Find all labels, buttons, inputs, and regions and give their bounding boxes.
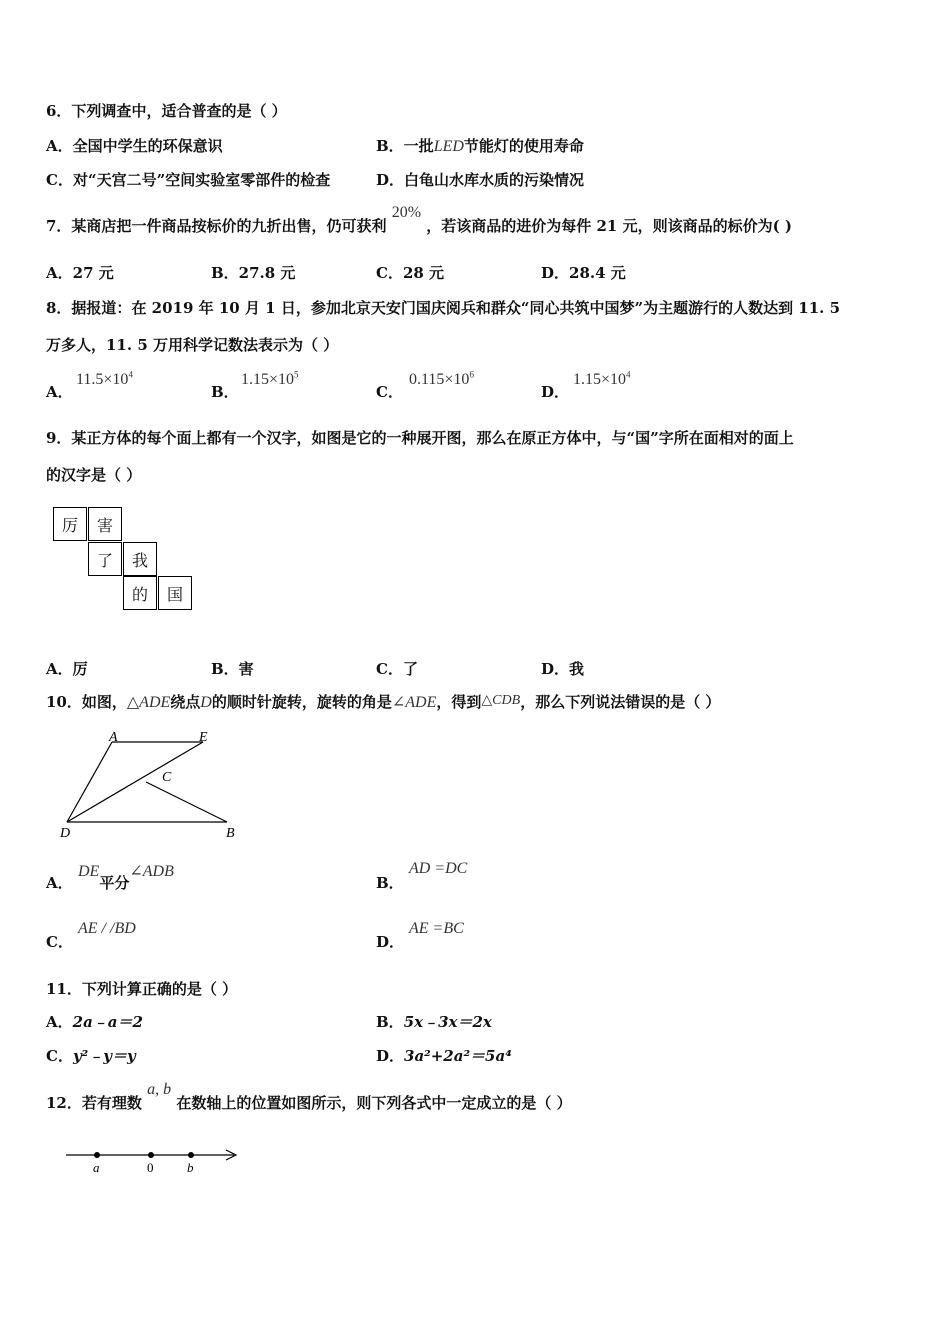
q6-stem: 6．下列调查中，适合普查的是（ ） — [46, 102, 287, 120]
q8-d-exp: 4 — [626, 369, 631, 380]
q9-option-b: B．害 — [211, 660, 254, 678]
q7-stem-suffix: ，若该商品的进价为每件 21 元，则该商品的标价为( ) — [426, 217, 792, 235]
q11-b-expr: 5x﹣3x＝2x — [403, 1013, 492, 1031]
q11-option-b — [376, 1012, 492, 1032]
q10-option-d: AE =BC — [409, 920, 464, 937]
rotation-figure — [55, 725, 255, 845]
q10-option-a-label: A． — [46, 874, 73, 892]
q8-option-b-label: B． — [211, 383, 239, 401]
label-c: C — [162, 770, 172, 785]
net-cell: 我 — [123, 542, 157, 576]
segment-ad — [67, 742, 112, 822]
q7-option-b: B．27.8 元 — [211, 264, 296, 282]
label-a: a — [93, 1160, 100, 1175]
q10-stem — [46, 692, 720, 714]
q9-stem-line2: 的汉字是（ ） — [46, 466, 142, 484]
q11-a-expr: 2a﹣a＝2 — [72, 1013, 143, 1031]
q8-stem-line2: 万多人，11. 5 万用科学记数法表示为（ ） — [46, 336, 339, 354]
q6-option-b — [376, 136, 584, 157]
label-d: D — [60, 826, 71, 841]
q10-a-de: DE — [78, 863, 100, 880]
q10-a-text: 平分 — [99, 874, 130, 892]
label-e: E — [199, 730, 208, 745]
q6-led-math: LED — [433, 138, 464, 155]
q11-option-a — [46, 1012, 143, 1032]
q12-suffix: 在数轴上的位置如图所示，则下列各式中一定成立的是（ ） — [176, 1094, 572, 1112]
point-b — [188, 1152, 194, 1158]
q8-c-exp: 6 — [469, 369, 474, 380]
q10-point-d: D — [200, 694, 212, 711]
q6-option-b-suffix: 节能灯的使用寿命 — [463, 137, 584, 155]
q8-option-d-label: D． — [541, 383, 570, 401]
q10-triangle-cdb: △CDB — [481, 693, 521, 708]
q6-option-c: C．对“天宫二号”空间实验室零部件的检查 — [46, 171, 331, 189]
net-cell: 厉 — [53, 507, 87, 541]
q9-option-a: A．厉 — [46, 660, 88, 678]
q9-option-c: C．了 — [376, 660, 418, 678]
q10-option-d-label: D． — [376, 933, 405, 951]
q11-a-label: A． — [46, 1013, 73, 1031]
point-zero — [148, 1152, 154, 1158]
segment-cb — [146, 782, 227, 822]
q8-option-b-math — [241, 370, 299, 390]
q7-stem-prefix: 7．某商店把一件商品按标价的九折出售，仍可获利 — [46, 217, 387, 235]
q8-option-c-math — [409, 370, 474, 390]
q10-option-c: AE / /BD — [78, 920, 136, 937]
q8-a-exp: 4 — [128, 369, 133, 380]
label-b: B — [226, 826, 235, 841]
q10-option-a — [78, 861, 174, 892]
q7-option-d: D．28.4 元 — [541, 264, 626, 282]
label-zero: 0 — [147, 1160, 154, 1175]
q10-triangle-ade: △ADE — [126, 694, 171, 711]
q10-option-b-label: B． — [376, 874, 404, 892]
q8-b-exp: 5 — [294, 369, 299, 380]
q11-d-expr: 3a²+2a²＝5a⁴ — [404, 1047, 512, 1065]
q11-c-label: C． — [46, 1047, 73, 1065]
q11-c-expr: y²﹣y＝y — [72, 1047, 136, 1065]
q12-prefix: 12．若有理数 — [46, 1094, 142, 1112]
q8-c-base: 0.115×10 — [409, 371, 470, 388]
q11-option-c — [46, 1046, 136, 1066]
q9-option-d: D．我 — [541, 660, 585, 678]
q10-option-c-label: C． — [46, 933, 73, 951]
q10-suffix: ，那么下列说法错误的是（ ） — [520, 693, 721, 711]
number-line-figure — [60, 1140, 250, 1180]
q7-percent: 20% — [391, 204, 422, 221]
q10-option-b: AD =DC — [409, 860, 468, 877]
q7-option-c: C．28 元 — [376, 264, 445, 282]
q7-option-a: A．27 元 — [46, 264, 114, 282]
segment-de — [67, 742, 203, 822]
q11-b-label: B． — [376, 1013, 404, 1031]
label-b: b — [187, 1160, 194, 1175]
q10-angle-ade: ∠ADE — [391, 694, 437, 711]
q6-option-b-prefix: B．一批 — [376, 137, 434, 155]
q8-b-base: 1.15×10 — [241, 371, 295, 388]
q8-stem-line1: 8．据报道：在 2019 年 10 月 1 日，参加北京天安门国庆阅兵和群众“同心共筑中国梦”为主题游行的人数达到 11. 5 — [46, 299, 841, 317]
q8-d-base: 1.15×10 — [573, 371, 627, 388]
q11-d-label: D． — [376, 1047, 405, 1065]
point-a — [94, 1152, 100, 1158]
q8-option-c-label: C． — [376, 383, 403, 401]
q8-option-a-label: A． — [46, 383, 73, 401]
q7-stem — [46, 204, 792, 237]
q10-a-angle: ∠ADB — [129, 863, 174, 880]
q9-stem-line1: 9．某正方体的每个面上都有一个汉字，如图是它的一种展开图，那么在原正方体中，与“国”字所在面相对的面上 — [46, 429, 794, 447]
q11-stem: 11．下列计算正确的是（ ） — [46, 980, 238, 998]
q8-option-d-math — [573, 370, 631, 390]
q8-option-a-math — [76, 370, 133, 390]
q10-text-2: 的顺时针旋转，旋转的角是 — [211, 693, 392, 711]
net-cell: 了 — [88, 542, 122, 576]
q8-a-base: 11.5×10 — [76, 371, 129, 388]
q11-option-d — [376, 1046, 512, 1066]
label-a: A — [109, 730, 118, 745]
q12-stem — [46, 1081, 572, 1114]
net-cell: 国 — [158, 576, 192, 610]
q6-option-a: A．全国中学生的环保意识 — [46, 137, 223, 155]
net-cell: 的 — [123, 576, 157, 610]
q10-text-1: 绕点 — [170, 693, 201, 711]
net-cell: 害 — [88, 507, 122, 541]
q12-vars: a, b — [147, 1081, 172, 1098]
q10-prefix: 10．如图， — [46, 693, 127, 711]
q10-text-3: ，得到 — [436, 693, 482, 711]
q6-option-d: D．白龟山水库水质的污染情况 — [376, 171, 585, 189]
